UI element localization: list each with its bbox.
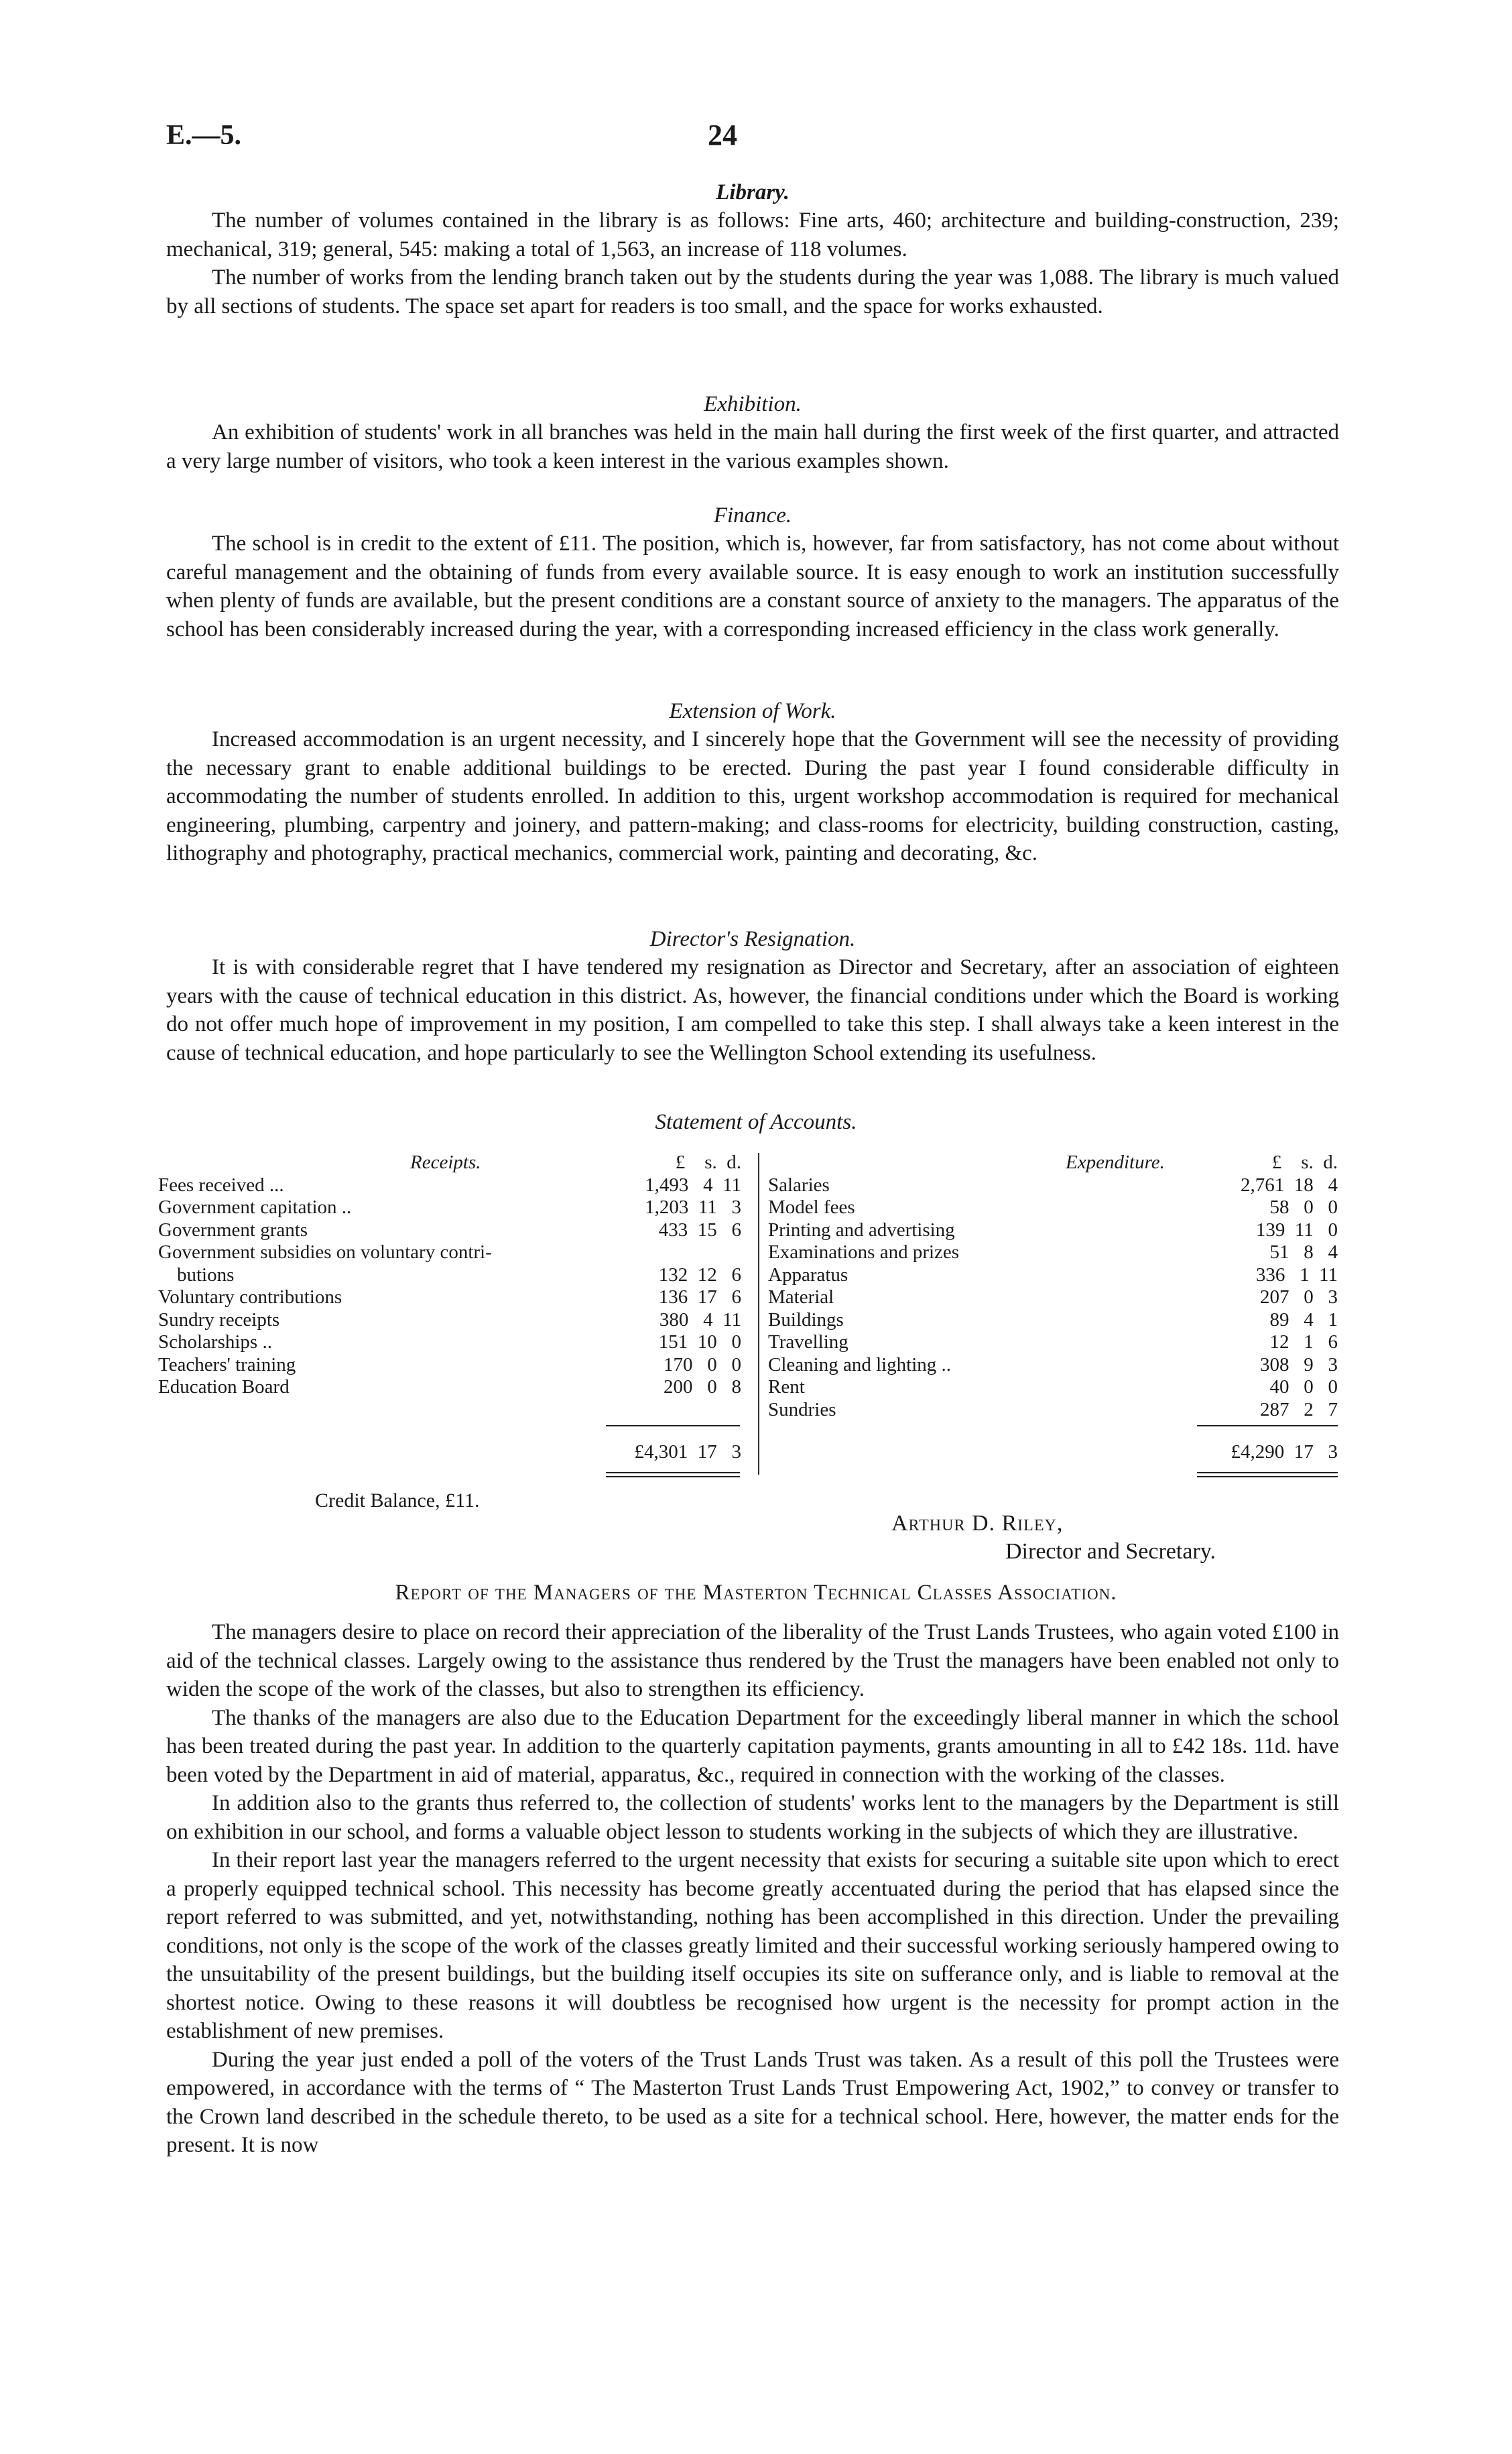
account-label: Voluntary contributions <box>158 1286 342 1308</box>
receipts-units: £ s. d. <box>675 1152 741 1173</box>
paragraph: It is with considerable regret that I have tendered my resignation as Director and Secretary, after an association of eighteen years with the cause of technical education in this district. As, however, the financial conditions under which the Board is working do not offer much hope of improvement in my position, I am compelled to take this step. I shall always take a keen interest in the cause of technical education, and hope particularly to see the Wellington School extending its usefulness. <box>166 955 1339 1065</box>
total-value: £4,290 17 3 <box>1231 1441 1338 1463</box>
account-label: Scholarships .. <box>158 1331 272 1353</box>
report-section <box>166 1618 1339 2160</box>
account-row <box>158 1309 741 1332</box>
account-amount: 170 0 0 <box>664 1353 741 1375</box>
expenditure-table <box>768 1152 1338 1421</box>
rule <box>1197 1472 1338 1473</box>
paragraph: Increased accommodation is an urgent necessity, and I sincerely hope that the Government will see the necessity of providing the necessary grant to enable additional buildings to be erected. During the past year I found considerable difficulty in accommodating the number of students enrolled. In addition to this, urgent workshop accommodation is required for mechanical engineering, plumbing, carpentry and joinery, and pattern-making; and class-rooms for electricity, building construction, casting, lithography and photography, practical mechanics, commercial work, painting and decorating, &c. <box>166 727 1339 865</box>
section-heading: Finance. <box>713 503 792 528</box>
account-row <box>768 1197 1338 1219</box>
statement-title: Statement of Accounts. <box>655 1110 857 1134</box>
account-amount: 287 2 7 <box>1260 1398 1338 1420</box>
signature-title: Director and Secretary. <box>1005 1539 1216 1564</box>
account-row <box>158 1174 741 1197</box>
account-label: Apparatus <box>768 1264 848 1286</box>
paragraph: In addition also to the grants thus referred to, the collection of students' works lent to the managers by the Department is still on exhibition in our school, and forms a valuable object lesson to students working in the subjects of which they are illustrative. <box>166 1791 1339 1844</box>
account-amount: 200 0 8 <box>664 1376 741 1398</box>
account-label: Model fees <box>768 1197 855 1218</box>
receipts-total <box>576 1441 741 1464</box>
account-row <box>768 1331 1338 1354</box>
account-amount: 151 10 0 <box>658 1331 741 1353</box>
account-label: butions <box>177 1264 235 1286</box>
account-label: Material <box>768 1286 834 1308</box>
account-label: Education Board <box>158 1376 290 1398</box>
resignation-section <box>166 925 1339 1067</box>
account-row <box>158 1219 741 1242</box>
account-label: Sundries <box>768 1398 836 1420</box>
page-number: 24 <box>708 119 737 151</box>
rule <box>606 1425 740 1426</box>
rule <box>606 1476 740 1477</box>
account-row <box>158 1286 741 1309</box>
paragraph: The number of works from the lending branch taken out by the students during the year was 1,088. The library is much valued by all sections of students. The space set apart for readers is too small, and the space for works exhausted. <box>166 265 1339 318</box>
account-row <box>768 1286 1338 1309</box>
account-row <box>158 1241 741 1264</box>
account-amount: 132 12 6 <box>658 1264 741 1286</box>
paragraph: An exhibition of students' work in all branches was held in the main hall during the first week of the first quarter, and attracted a very large number of visitors, who took a keen interest in the various examples shown. <box>166 420 1339 473</box>
account-row <box>158 1264 741 1287</box>
account-row <box>768 1241 1338 1264</box>
account-row <box>158 1354 741 1377</box>
account-amount: 89 4 1 <box>1269 1308 1338 1331</box>
account-amount: 336 1 11 <box>1255 1264 1338 1286</box>
account-label: Printing and advertising <box>768 1219 955 1241</box>
account-amount: 139 11 0 <box>1255 1219 1338 1241</box>
account-row <box>768 1264 1338 1287</box>
section-heading: Director's Resignation. <box>649 927 856 951</box>
account-label: Government capitation .. <box>158 1197 352 1218</box>
account-label: Travelling <box>768 1331 848 1353</box>
report-title: Report of the Managers of the Masterton Technical Classes Association. <box>395 1581 1117 1605</box>
expenditure-units: £ s. d. <box>1271 1152 1338 1173</box>
credit-balance: Credit Balance, £11. <box>315 1489 480 1512</box>
account-amount: 136 17 6 <box>658 1286 741 1308</box>
account-row <box>768 1309 1338 1332</box>
account-label: Teachers' training <box>158 1353 296 1375</box>
paragraph: The thanks of the managers are also due to the Education Department for the exceedingly liberal manner in which the school has been treated during the past year. In addition to the quarterly capitation payments, grants amounting in all to £42 18s. 11d. have been voted by the Department in aid of material, apparatus, &c., required in connection with the working of the classes. <box>166 1705 1339 1787</box>
table-divider <box>758 1153 759 1475</box>
account-label: Government subsidies on voluntary contri- <box>158 1241 492 1263</box>
account-row <box>768 1174 1338 1197</box>
account-amount: 1,493 4 11 <box>645 1174 741 1196</box>
account-amount: 308 9 3 <box>1260 1353 1338 1375</box>
account-row <box>768 1219 1338 1242</box>
account-row <box>158 1376 741 1399</box>
account-row <box>768 1376 1338 1399</box>
account-row <box>768 1354 1338 1377</box>
section-heading: Library. <box>716 180 790 204</box>
rule <box>1197 1476 1338 1477</box>
paragraph: In their report last year the managers referred to the urgent necessity that exists for securing a suitable site upon which to erect a properly equipped technical school. This necessity has become greatly accentuated during the period that has elapsed since the report referred to was submitted, and yet, notwithstanding, nothing has been accomplished in this direction. Under the prevailing conditions, not only is the scope of the work of the classes greatly limited and their successful working seriously hampered owing to the unsuitability of the present buildings, but the building itself occupies its site on sufferance only, and is liable to removal at the shortest notice. Owing to these reasons it will doubtless be recognised how urgent is the necessity for prompt action in the establishment of new premises. <box>166 1848 1339 2043</box>
account-amount: 2,761 18 4 <box>1241 1174 1338 1196</box>
account-amount: 1,203 11 3 <box>645 1197 741 1218</box>
section-heading: Extension of Work. <box>669 699 836 723</box>
paragraph: The managers desire to place on record their appreciation of the liberality of the Trust Lands Trustees, who again voted £100 in aid of the technical classes. Largely owing to the assistance thus rendered by the Trust the managers have been enabled not only to widen the scope of the work of the classes, but also to strengthen its efficiency. <box>166 1620 1339 1701</box>
account-label: Fees received ... <box>158 1174 284 1196</box>
account-label: Sundry receipts <box>158 1308 280 1331</box>
account-amount: 207 0 3 <box>1260 1286 1338 1308</box>
account-label: Government grants <box>158 1219 308 1241</box>
account-amount: 58 0 0 <box>1269 1197 1338 1218</box>
account-row <box>158 1331 741 1354</box>
rule <box>1197 1425 1338 1426</box>
account-row <box>158 1197 741 1219</box>
paragraph: The number of volumes contained in the library is as follows: Fine arts, 460; architecture and building-construction, 239; mechanical, 319; general, 545: making a total of 1,563, an increase of 118 volumes. <box>166 208 1339 261</box>
account-amount: 433 15 6 <box>658 1219 741 1241</box>
receipts-table <box>158 1152 741 1399</box>
account-label: Cleaning and lighting .. <box>768 1353 952 1375</box>
account-amount: 380 4 11 <box>659 1308 741 1331</box>
paragraph: During the year just ended a poll of the voters of the Trust Lands Trust was taken. As a result of this poll the Trustees were empowered, in accordance with the terms of “ The Masterton Trust Lands Trust Empowering Act, 1902,” to convey or transfer to the Crown land described in the schedule thereto, to be used as a site for a technical school. Here, however, the matter ends for the present. It is now <box>166 2047 1339 2157</box>
document-reference: E.—5. <box>166 120 242 151</box>
library-section <box>166 178 1339 320</box>
signature-name: Arthur D. Riley, <box>891 1511 1064 1536</box>
section-heading: Exhibition. <box>704 392 802 416</box>
finance-section <box>166 501 1339 643</box>
account-row <box>768 1399 1338 1422</box>
expenditure-heading: Expenditure. <box>1066 1152 1165 1173</box>
rule <box>606 1472 740 1473</box>
account-label: Examinations and prizes <box>768 1241 960 1263</box>
account-amount: 51 8 4 <box>1269 1241 1338 1263</box>
exhibition-section <box>166 390 1339 475</box>
account-label: Buildings <box>768 1308 844 1331</box>
total-value: £4,301 17 3 <box>634 1441 741 1463</box>
account-label: Rent <box>768 1376 805 1398</box>
paragraph: The school is in credit to the extent of £11. The position, which is, however, far from satisfactory, has not come about without careful management and the obtaining of funds from every available source. It is easy enough to work an institution successfully when plenty of funds are available, but the present conditions are a constant source of anxiety to the managers. The apparatus of the school has been considerably increased during the year, with a corresponding increased efficiency in the class work generally. <box>166 532 1339 641</box>
account-amount: 12 1 6 <box>1269 1331 1338 1353</box>
receipts-heading: Receipts. <box>410 1152 481 1173</box>
extension-section <box>166 697 1339 868</box>
account-amount: 40 0 0 <box>1269 1376 1338 1398</box>
expenditure-total <box>1170 1441 1338 1464</box>
account-label: Salaries <box>768 1174 830 1196</box>
